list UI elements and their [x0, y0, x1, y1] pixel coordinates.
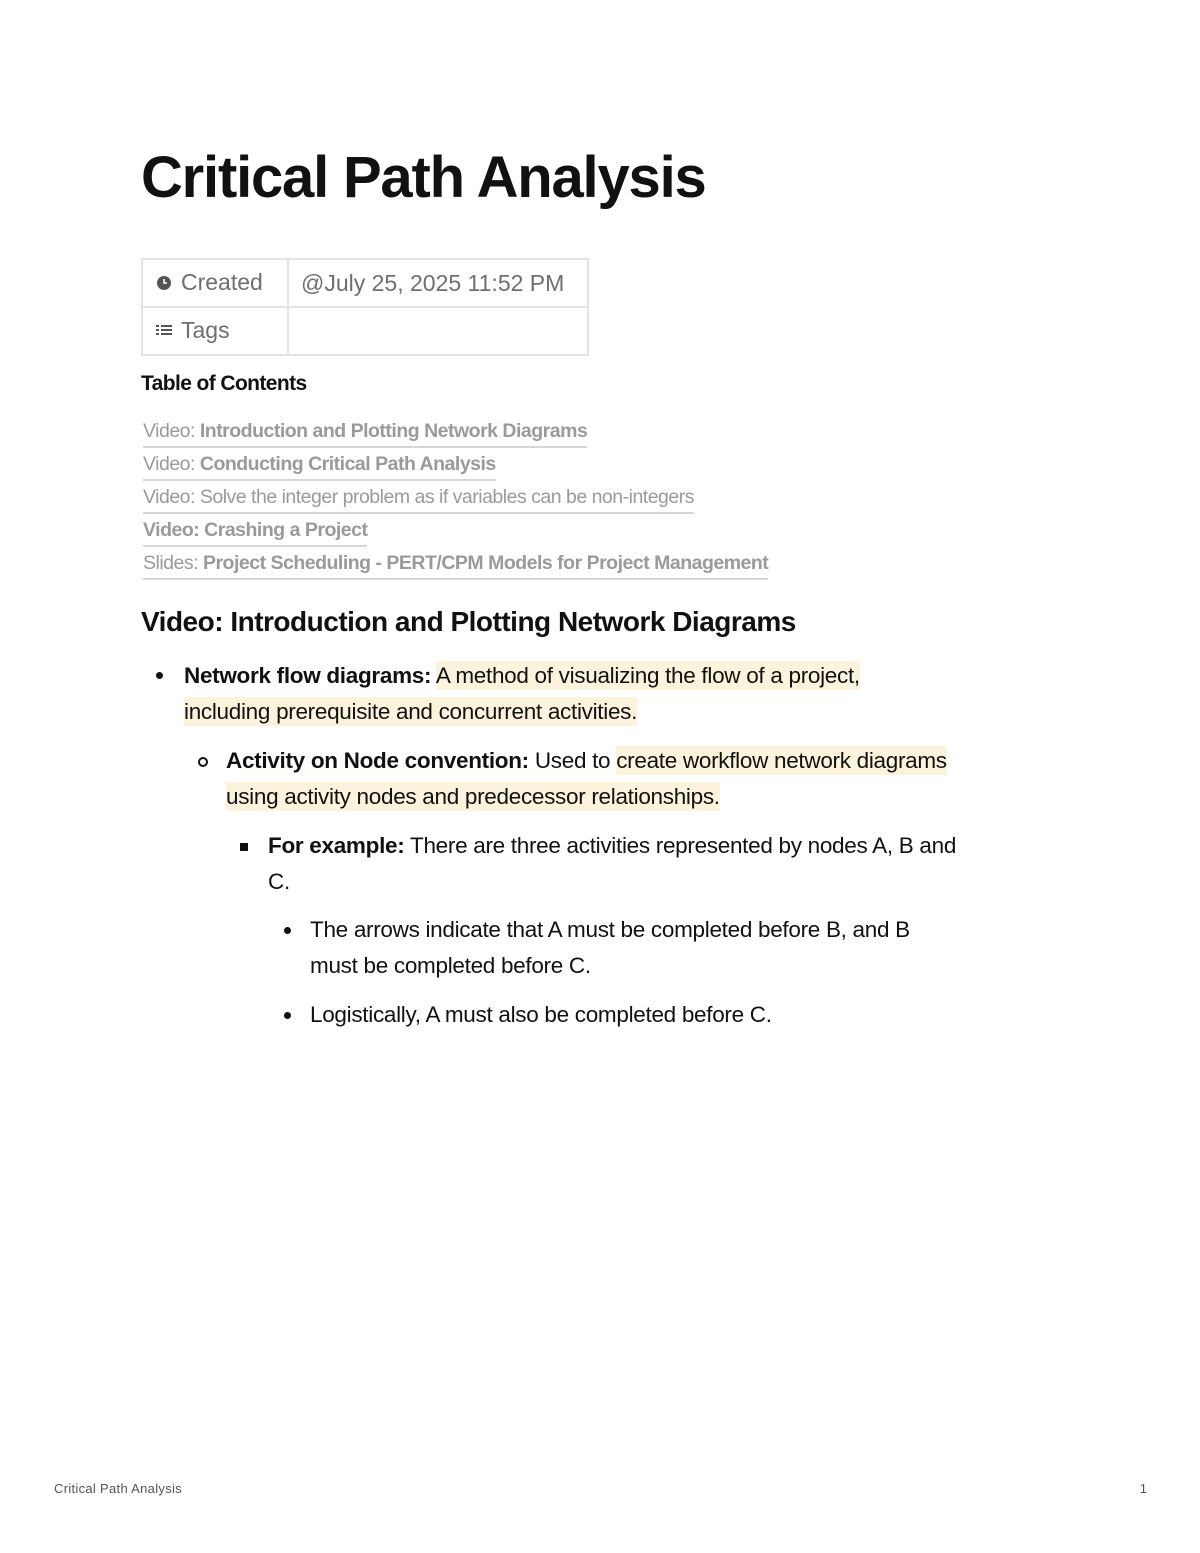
plain-text: C.	[268, 869, 290, 894]
page-title: Critical Path Analysis	[141, 145, 706, 210]
toc-heading: Table of Contents	[141, 372, 307, 395]
highlighted-text: A method of visualizing the flow of a project,	[435, 663, 860, 688]
property-key-created	[142, 259, 288, 307]
toc-link-prefix: Video:	[143, 420, 200, 442]
plain-text: The arrows indicate that A must be completed before B, and B	[310, 917, 910, 942]
bullet-circle	[198, 757, 208, 767]
property-value-created[interactable]: @July 25, 2025 11:52 PM	[288, 259, 588, 307]
property-key-tags	[142, 307, 288, 355]
toc-link-intro[interactable]	[143, 418, 587, 448]
plain-text: There are three activities represented by nodes A, B and	[410, 833, 957, 858]
toc-link-text: Conducting Critical Path Analysis	[199, 453, 496, 475]
toc-link-crashing[interactable]	[143, 517, 367, 547]
bold-term: For example:	[268, 833, 405, 858]
bold-term: Network flow diagrams:	[184, 663, 432, 688]
property-row-tags	[142, 307, 588, 355]
toc-link-slides[interactable]	[143, 550, 768, 580]
property-row-created	[142, 259, 588, 307]
bullet-square	[240, 843, 248, 851]
property-key-label: Tags	[181, 316, 230, 343]
section-heading: Video: Introduction and Plotting Network Diagrams	[141, 606, 796, 637]
highlighted-text: create workflow network diagrams	[616, 748, 947, 773]
list-item-network-flow	[184, 658, 1004, 730]
toc-link-prefix: Video:	[143, 453, 200, 475]
footer-title: Critical Path Analysis	[54, 1481, 182, 1496]
list-item-logistically	[310, 997, 1070, 1033]
toc-link-prefix: Video: Solve the integer problem as if variables can be non-integers	[143, 486, 694, 508]
toc-link-conducting[interactable]	[143, 451, 496, 481]
toc-link-prefix: Slides:	[143, 552, 203, 574]
list-item-activity-on-node	[226, 743, 1086, 815]
plain-text: Used to	[534, 748, 611, 773]
bullet-dot	[156, 672, 163, 679]
page-number: 1	[1139, 1481, 1147, 1496]
toc-link-integer[interactable]	[143, 484, 694, 514]
list-icon	[155, 318, 173, 345]
highlighted-text: using activity nodes and predecessor relationships.	[226, 784, 720, 809]
highlighted-text: including prerequisite and concurrent activities.	[184, 699, 638, 724]
property-value-tags[interactable]	[288, 307, 588, 355]
toc-link-text: Video: Crashing a Project	[143, 519, 368, 541]
list-item-for-example	[268, 828, 1088, 900]
bold-term: Activity on Node convention:	[226, 748, 529, 773]
toc-link-text: Introduction and Plotting Network Diagrams	[199, 420, 588, 442]
clock-icon	[155, 270, 173, 297]
plain-text: must be completed before C.	[310, 953, 591, 978]
bullet-dot	[284, 927, 291, 934]
list-item-arrows	[310, 912, 1070, 984]
table-of-contents	[143, 418, 768, 583]
bullet-dot	[284, 1012, 291, 1019]
toc-link-text: Project Scheduling - PERT/CPM Models for Project Management	[202, 552, 769, 574]
properties-table	[141, 258, 589, 356]
property-key-label: Created	[181, 268, 263, 295]
plain-text: Logistically, A must also be completed before C.	[310, 1002, 772, 1027]
